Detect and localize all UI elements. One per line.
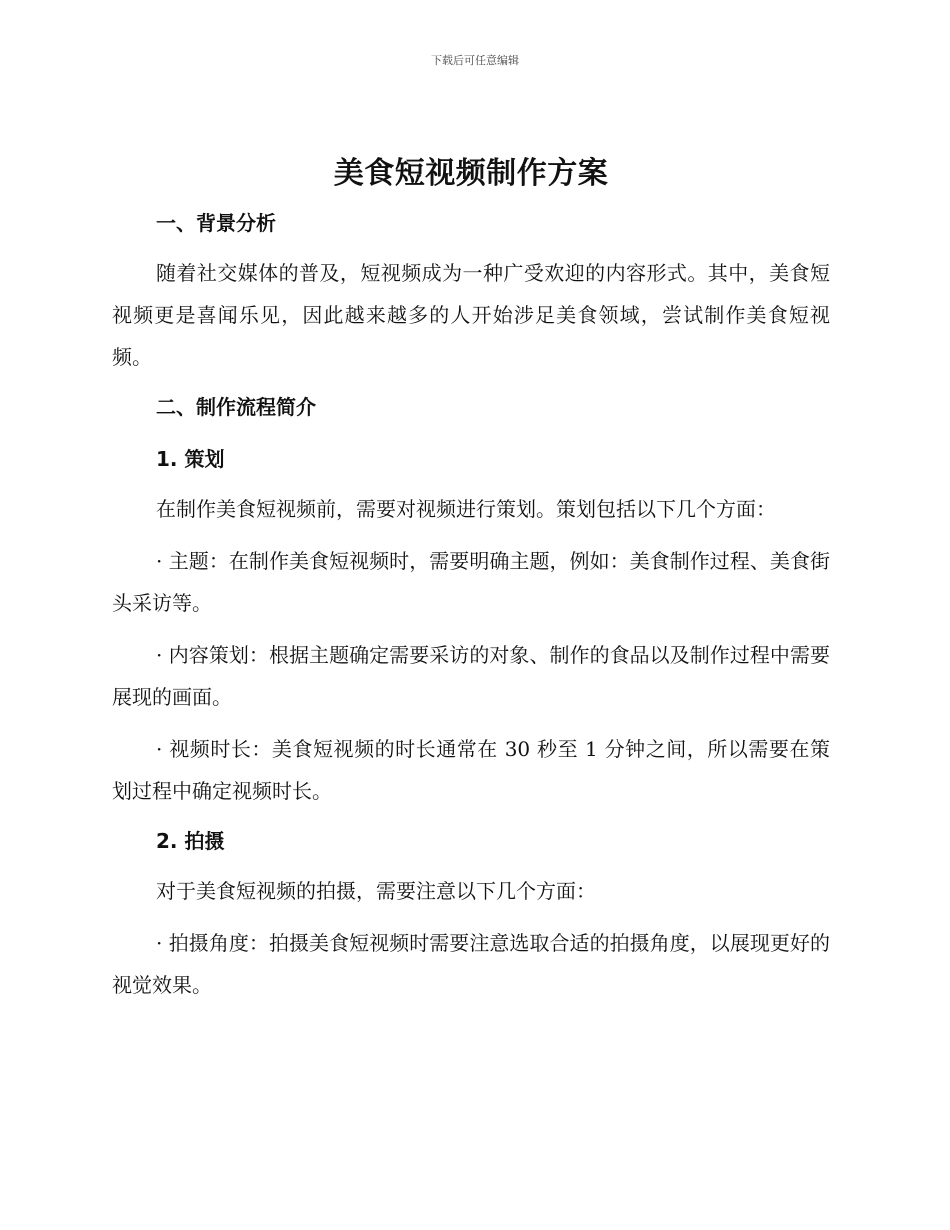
list-item-content-planning: · 内容策划：根据主题确定需要采访的对象、制作的食品以及制作过程中需要展现的画面。 <box>112 643 830 709</box>
list-item-theme: · 主题：在制作美食短视频时，需要明确主题，例如：美食制作过程、美食街头采访等。 <box>112 549 830 615</box>
spacer <box>112 378 830 392</box>
section-heading-background: 一、背景分析 <box>156 211 276 235</box>
paragraph-shooting-intro: 对于美食短视频的拍摄，需要注意以下几个方面： <box>156 879 596 903</box>
spacer <box>112 422 830 444</box>
list-item-video-duration: · 视频时长：美食短视频的时长通常在 30 秒至 1 分钟之间，所以需要在策划过程中确定视频时长。 <box>112 737 830 803</box>
document-title: 美食短视频制作方案 <box>333 156 609 191</box>
spacer <box>112 530 830 540</box>
section-heading-process: 二、制作流程简介 <box>156 395 316 419</box>
paragraph-background: 随着社交媒体的普及，短视频成为一种广受欢迎的内容形式。其中，美食短视频更是喜闻乐见，因此越来越多的人开始涉足美食领域，尝试制作美食短视频。 <box>112 261 830 369</box>
spacer <box>112 912 830 922</box>
paragraph-planning-intro: 在制作美食短视频前，需要对视频进行策划。策划包括以下几个方面： <box>156 497 776 521</box>
subheading-planning: 1. 策划 <box>156 447 225 471</box>
list-item-shooting-angle: · 拍摄角度：拍摄美食短视频时需要注意选取合适的拍摄角度，以展现更好的视觉效果。 <box>112 931 830 997</box>
subheading-shooting: 2. 拍摄 <box>156 829 225 853</box>
document-content <box>112 150 830 1006</box>
spacer <box>112 474 830 488</box>
spacer <box>112 812 830 826</box>
spacer <box>112 624 830 634</box>
spacer <box>112 718 830 728</box>
spacer <box>112 198 830 208</box>
spacer <box>112 856 830 870</box>
spacer <box>112 238 830 252</box>
header-note: 下载后可任意编辑 <box>431 54 519 67</box>
